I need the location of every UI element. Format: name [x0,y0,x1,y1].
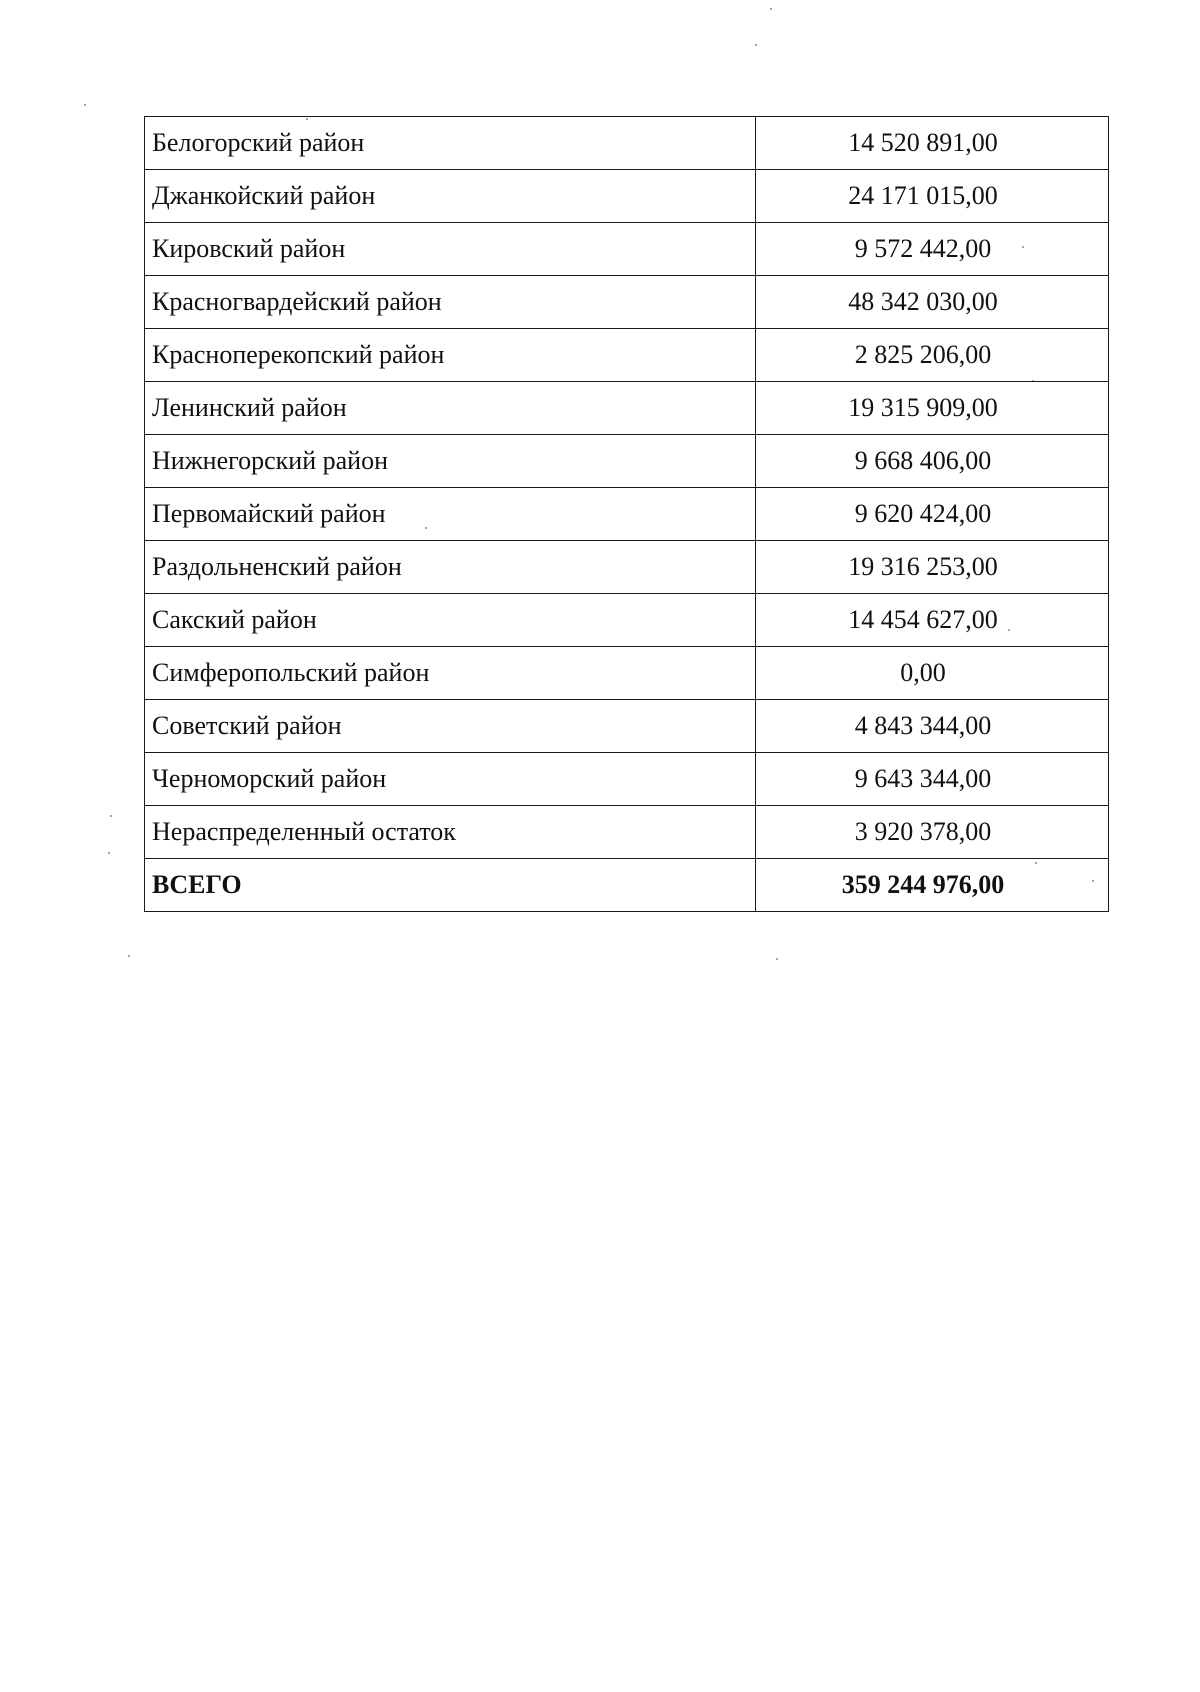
allocation-table [144,116,1109,912]
amount-cell: 48 342 030,00 [756,276,1109,329]
district-name-cell: Сакский район [145,594,756,647]
total-label-cell: ВСЕГО [145,859,756,912]
district-name-cell: Раздольненский район [145,541,756,594]
table-row [145,435,1109,488]
amount-cell: 19 316 253,00 [756,541,1109,594]
scan-speck [128,955,130,957]
scan-speck [110,815,112,817]
total-row [145,859,1109,912]
scan-speck [776,958,778,960]
table-row [145,276,1109,329]
amount-cell: 2 825 206,00 [756,329,1109,382]
scan-speck [755,44,757,46]
table-row [145,700,1109,753]
amount-cell: 3 920 378,00 [756,806,1109,859]
table-row [145,117,1109,170]
scan-speck [84,104,86,106]
amount-cell: 24 171 015,00 [756,170,1109,223]
amount-cell: 4 843 344,00 [756,700,1109,753]
table-row [145,647,1109,700]
district-name-cell: Первомайский район [145,488,756,541]
district-name-cell: Белогорский район [145,117,756,170]
total-amount-cell: 359 244 976,00 [756,859,1109,912]
table-row [145,488,1109,541]
district-name-cell: Черноморский район [145,753,756,806]
amount-cell: 14 520 891,00 [756,117,1109,170]
amount-cell: 0,00 [756,647,1109,700]
amount-cell: 9 572 442,00 [756,223,1109,276]
scan-speck [770,8,772,10]
amount-cell: 9 643 344,00 [756,753,1109,806]
district-name-cell: Красноперекопский район [145,329,756,382]
amount-cell: 14 454 627,00 [756,594,1109,647]
table-row [145,541,1109,594]
district-name-cell: Советский район [145,700,756,753]
amount-cell: 9 668 406,00 [756,435,1109,488]
district-name-cell: Нижнегорский район [145,435,756,488]
district-name-cell: Красногвардейский район [145,276,756,329]
table-row [145,806,1109,859]
table-row [145,382,1109,435]
scan-speck [108,852,110,854]
amount-cell: 9 620 424,00 [756,488,1109,541]
amount-cell: 19 315 909,00 [756,382,1109,435]
table-row [145,329,1109,382]
district-name-cell: Ленинский район [145,382,756,435]
table-row [145,753,1109,806]
table-row [145,594,1109,647]
table-row [145,223,1109,276]
district-name-cell: Джанкойский район [145,170,756,223]
district-name-cell: Нераспределенный остаток [145,806,756,859]
district-name-cell: Симферопольский район [145,647,756,700]
district-name-cell: Кировский район [145,223,756,276]
table-row [145,170,1109,223]
